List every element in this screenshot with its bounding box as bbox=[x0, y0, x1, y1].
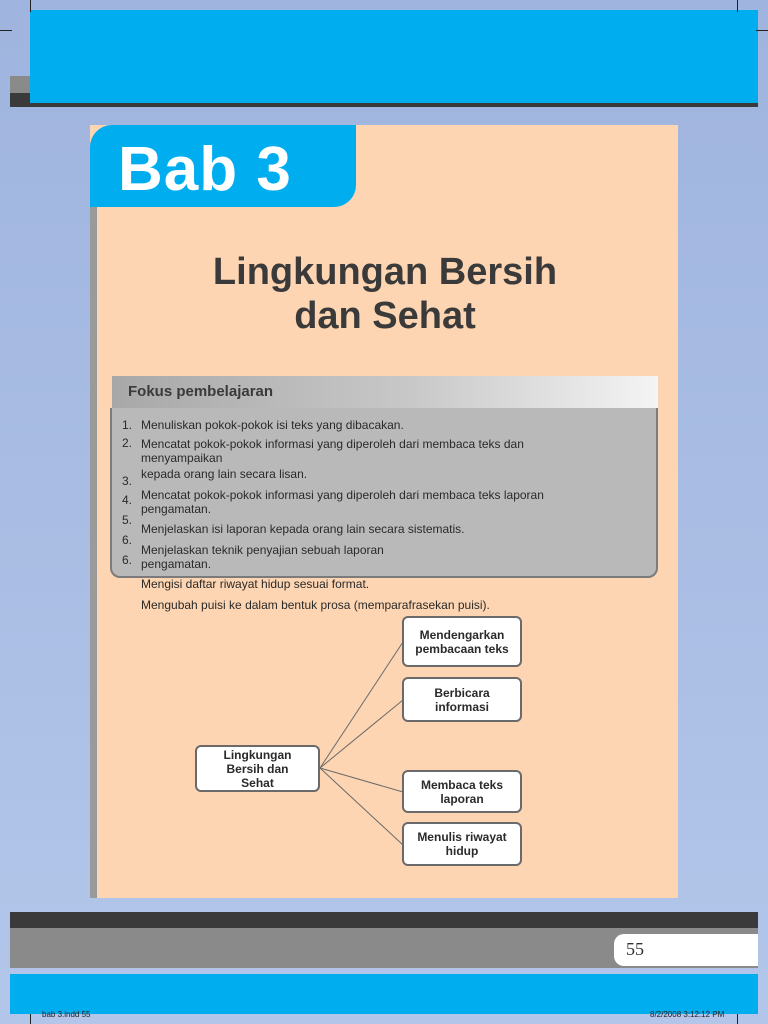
bottom-blue-band bbox=[10, 974, 758, 1014]
list-item: Menjelaskan teknik penyajian sebuah laporan bbox=[141, 543, 384, 557]
mindmap-branch-node: Membaca teks laporan bbox=[402, 770, 522, 813]
list-item: Mengisi daftar riwayat hidup sesuai format. bbox=[141, 577, 370, 591]
page-number: 55 bbox=[626, 939, 644, 959]
list-number: 3. bbox=[122, 474, 133, 488]
chapter-title-line2: dan Sehat bbox=[294, 295, 476, 337]
list-item: menyampaikan bbox=[141, 451, 223, 465]
mindmap-branch-node: Menulis riwayat hidup bbox=[402, 822, 522, 866]
mindmap-center-node: Lingkungan Bersih dan Sehat bbox=[195, 745, 320, 792]
mindmap-branch-node: Mendengarkan pembacaan teks bbox=[402, 616, 522, 667]
mindmap-branch-node: Berbicara informasi bbox=[402, 677, 522, 722]
list-item: pengamatan. bbox=[141, 502, 212, 516]
list-item: kepada orang lain secara lisan. bbox=[141, 467, 308, 481]
fokus-title: Fokus pembelajaran bbox=[128, 383, 274, 400]
slug-date: 8/2/2008 3:12:12 PM bbox=[650, 1010, 725, 1019]
list-item: Mengubah puisi ke dalam bentuk prosa (memparafrasekan puisi). bbox=[141, 598, 490, 612]
list-number: 5. bbox=[122, 513, 133, 527]
list-number: 2. bbox=[122, 436, 133, 450]
bottom-dark-stripe bbox=[10, 912, 758, 928]
list-item: Mencatat pokok-pokok informasi yang diperoleh dari membaca teks laporan bbox=[141, 488, 544, 502]
chapter-number: Bab 3 bbox=[118, 135, 292, 204]
slug-file: bab 3.indd 55 bbox=[42, 1010, 91, 1019]
list-number: 4. bbox=[122, 493, 133, 507]
list-item: Menuliskan pokok-pokok isi teks yang dibacakan. bbox=[141, 418, 404, 432]
connector-line bbox=[320, 642, 403, 768]
chapter-title-line1: Lingkungan Bersih bbox=[212, 251, 558, 293]
list-item: pengamatan. bbox=[141, 557, 212, 571]
list-number: 1. bbox=[122, 418, 133, 432]
connector-line bbox=[320, 700, 403, 768]
list-number: 6. bbox=[122, 533, 133, 547]
list-item: Mencatat pokok-pokok informasi yang diperoleh dari membaca teks dan bbox=[141, 437, 524, 451]
list-item: Menjelaskan isi laporan kepada orang lain secara sistematis. bbox=[141, 522, 465, 536]
list-number: 6. bbox=[122, 553, 133, 567]
